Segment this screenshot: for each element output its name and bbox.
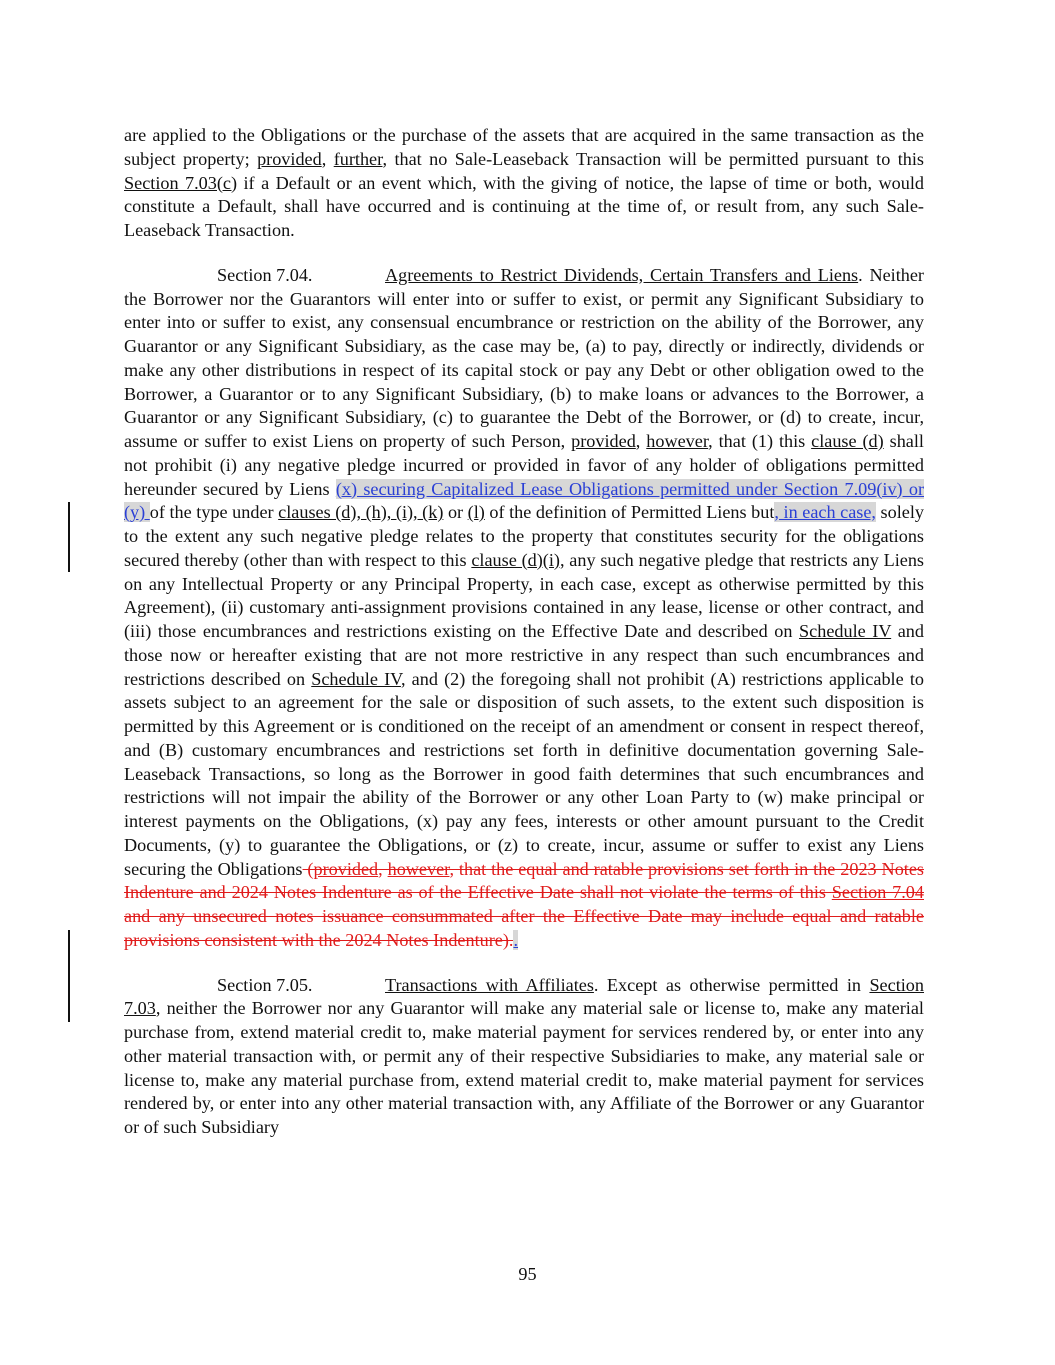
provided-term: provided <box>571 431 636 451</box>
tracked-insertion: (x) securing Capitalized Lease Obligations permitted under Section 7.09(iv) or (y) <box>124 478 924 523</box>
paragraph-continuation: are applied to the Obligations or the purchase of the assets that are acquired in the same transaction as the subject property; provided, further, that no Sale-Leaseback Transaction will be permitted pursuant to this Section 7.03(c) if a Default or an event which, with the giving of notice, the lapse of time or both, would constitute a Default, shall have occurred and is continuing at the time of, or result from, any such Sale-Leaseback Transaction. <box>124 125 925 240</box>
tracked-deletion: (provided, however, that the equal and ratable provisions set forth in the 2023 Notes Indenture and 2024 Notes Indenture as of the Effective Date shall not violate the terms of this Section 7.04 and any unsecured notes issuance consummated after the Effective Date may include equal and ratable provisions consistent with the 2024 Notes Indenture). <box>124 858 924 950</box>
section-number: Section 7.05. <box>217 974 313 995</box>
document-page <box>124 124 924 1161</box>
section-reference: Section 7.03 <box>124 974 924 1019</box>
clause-reference: clause (d) <box>811 431 884 451</box>
change-bar-2 <box>68 930 70 1022</box>
section-heading: Transactions with Affiliates <box>385 974 594 995</box>
section-heading: Agreements to Restrict Dividends, Certain Transfers and Liens <box>385 264 859 285</box>
section-reference: Section 7.03(c) <box>124 172 238 193</box>
tracked-insertion: . <box>513 929 519 950</box>
section-7-05: Section 7.05. Transactions with Affiliates. Except as otherwise permitted in Section 7.03, neither the Borrower nor any Guarantor will make any material sale or license to, make any material purchase from, extend material credit to, make material payment for services rendered by, or enter into any other material transaction with, or permit any of their respective Subsidiaries to make, any material sale or license to, make any material purchase from, extend material credit to, make material payment for services rendered by, or enter into any other material transaction with, any Affiliate of the Borrower or any Guarantor or of such Subsidiary <box>124 974 924 1137</box>
page-number: 95 <box>518 1264 537 1284</box>
schedule-reference: Schedule IV <box>799 621 892 641</box>
tracked-insertion: , in each case, <box>774 502 876 523</box>
however-term: however <box>646 431 709 451</box>
section-number: Section 7.04. <box>217 264 313 285</box>
schedule-reference: Schedule IV <box>311 668 401 689</box>
clause-reference: clauses (d), (h), (i), (k) <box>278 502 444 523</box>
clause-reference: (l) <box>467 502 485 523</box>
further-term: further <box>333 148 383 169</box>
change-bar-1 <box>68 502 70 572</box>
section-7-04: Section 7.04. Agreements to Restrict Dividends, Certain Transfers and Liens. Neither the Borrower nor the Guarantors will enter into or suffer to exist, or permit any Significant Subsidiary to enter into or suffer to exist, any consensual encumbrance or restriction on the ability of the Borrower, any Guarantor or any Significant Subsidiary, as the case may be, (a) to pay, directly or indirectly, dividends or make any other distributions in respect of its capital stock or pay any Debt or other obligation owed to the Borrower, a Guarantor or to any Significant Subsidiary, (b) to make loans or advances to the Borrower, a Guarantor or any Significant Subsidiary, (c) to guarantee the Debt of the Borrower, or (d) to create, incur, assume or suffer to exist Liens on property of such Person, provided, however, that (1) this clause (d) shall not prohibit (i) any negative pledge incurred or provided in favor of any holder of obligations permitted hereunder secured by Liens (x) securing Capitalized Lease Obligations permitted under Section 7.09(iv) or (y) of the type under clauses (d), (h), (i), (k) or (l) of the definition of Permitted Liens but, in each case, solely to the extent any such negative pledge relates to the property that constitutes security for the obligations secured thereby (other than with respect to this clause (d)(i), any such negative pledge that restricts any Liens on any Intellectual Property or any Principal Property, in each case, except as otherwise permitted by this Agreement), (ii) customary anti-assignment provisions contained in any lease, license or other contract, and (iii) those encumbrances and restrictions existing on the Effective Date and described on Schedule IV and those now or hereafter existing that are not more restrictive in any respect than such encumbrances and restrictions described on Schedule IV, and (2) the foregoing shall not prohibit (A) restrictions applicable to assets subject to an agreement for the sale or disposition of such assets, to the extent such disposition is permitted by this Agreement or is conditioned on the receipt of an amendment or consent in respect thereof, and (B) customary encumbrances and restrictions set forth in definitive documentation governing Sale-Leaseback Transactions, so long as the Borrower in good faith determines that such encumbrances and restrictions will not impair the ability of the Borrower or any other Loan Party to (w) make principal or interest payments on the Obligations, (x) pay any fees, interests or other amount pursuant to the Credit Documents, (y) to guarantee the Obligations, or (z) to create, incur, assume or suffer to exist any Liens securing the Obligations (provided, however, that the equal and ratable provisions set forth in the 2023 Notes Indenture and 2024 Notes Indenture as of the Effective Date shall not violate the terms of this Section 7.04 and any unsecured notes issuance consummated after the Effective Date may include equal and ratable provisions consistent with the 2024 Notes Indenture).. <box>124 264 925 950</box>
clause-reference: clause (d)(i) <box>471 549 560 570</box>
provided-term: provided <box>257 148 322 169</box>
